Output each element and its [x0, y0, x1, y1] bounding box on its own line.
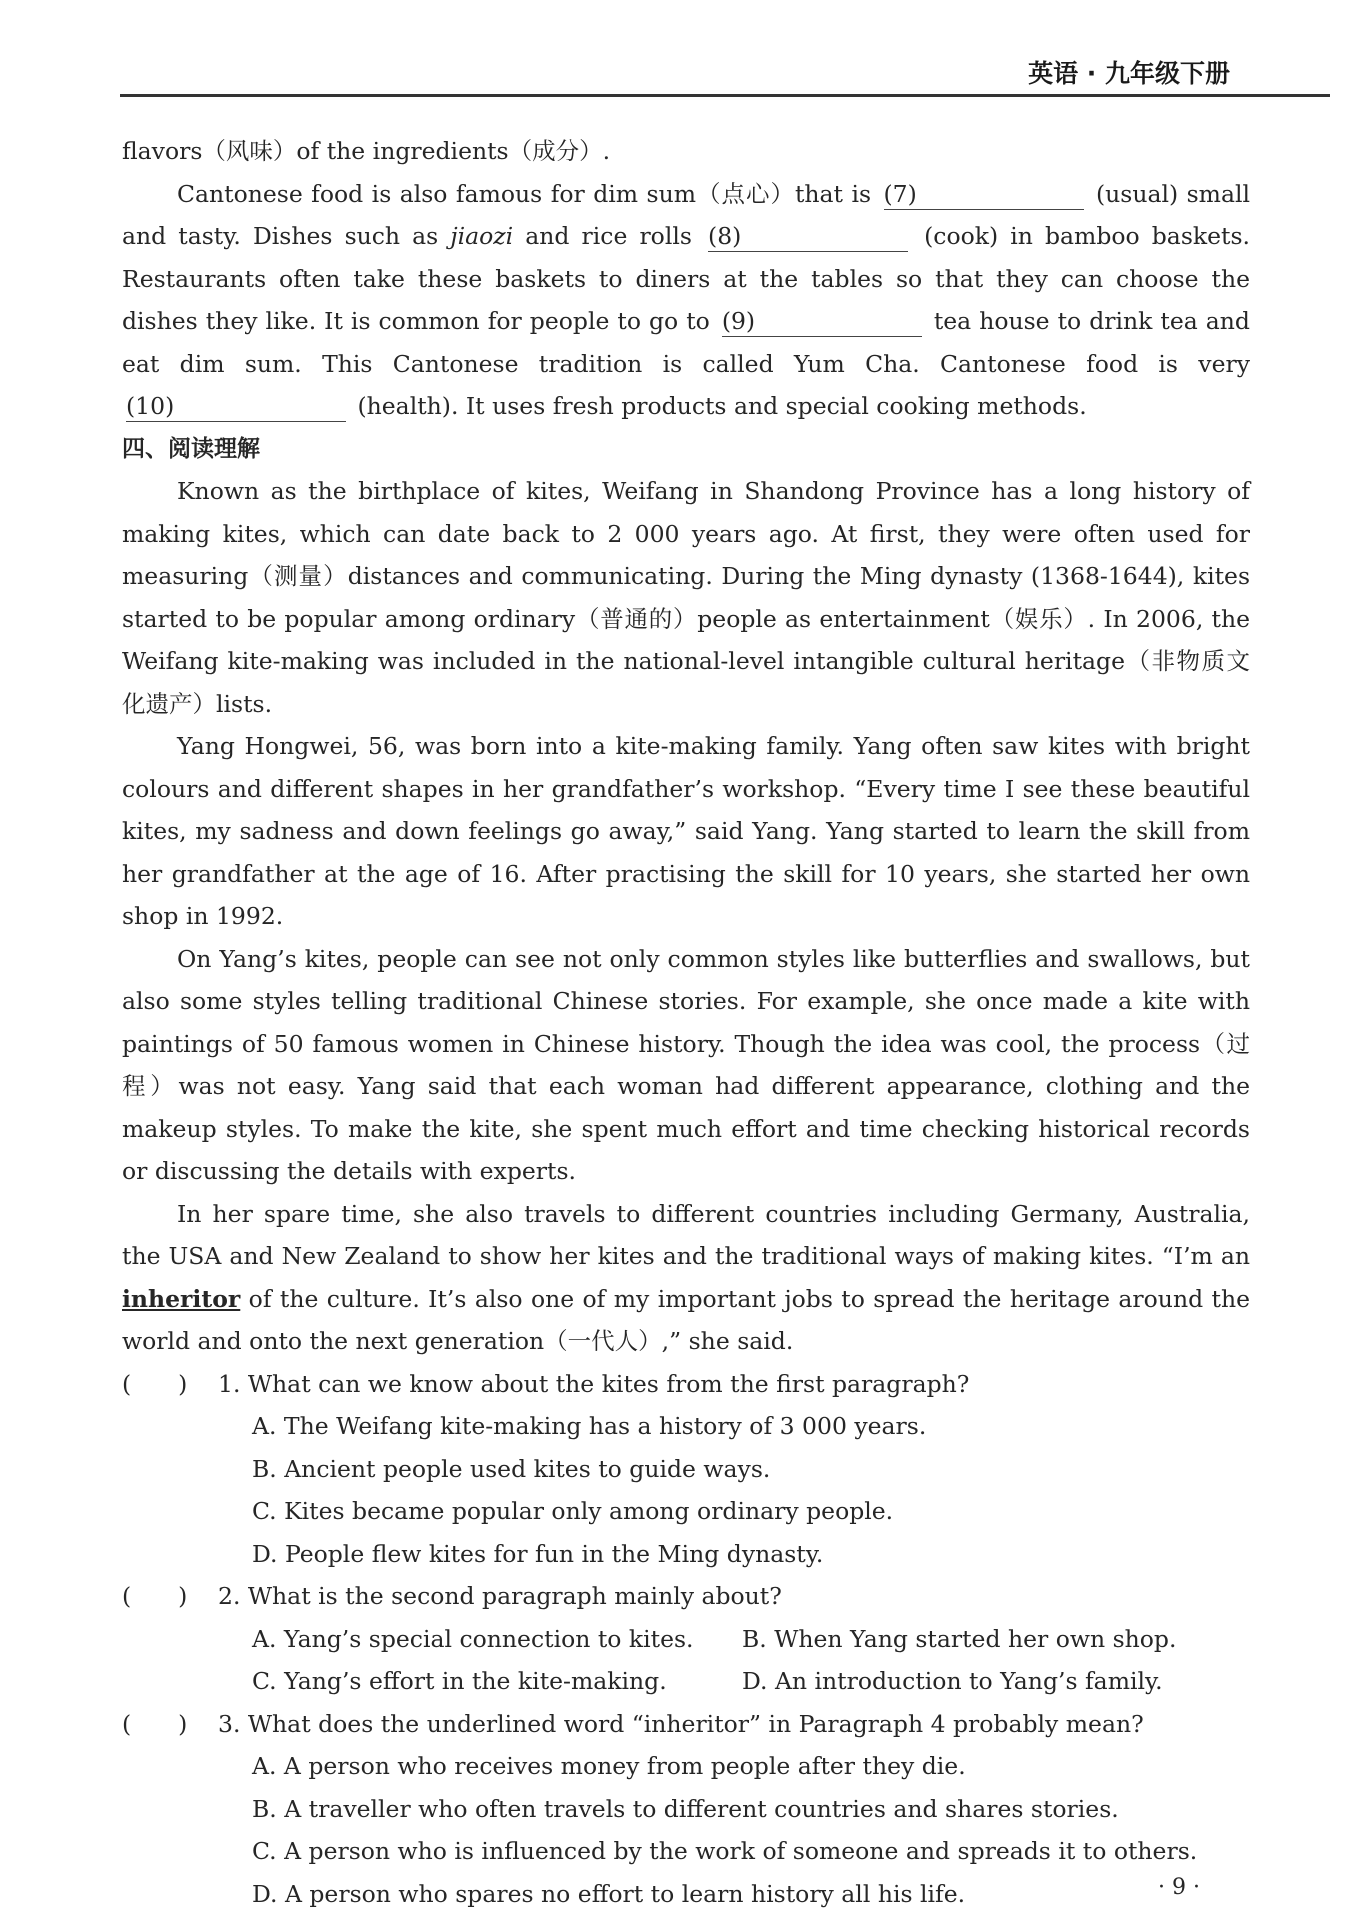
blank-8[interactable]: (8) — [708, 221, 908, 252]
reading-paragraph-1: Known as the birthplace of kites, Weifang in Shandong Province has a long history of making kites, which can date back to 2 000 years ago. At first, they were often used for measuring（测量）distances and communicating. During the Ming dynasty (1368-1644), kites started to be popular among ordinary（普通的）people as entertainment（娱乐）. In 2006, the Weifang kite-making was included in the national-level intangible cultural heritage（非物质文化遗产）lists. — [122, 477, 1250, 718]
passage-text: (health). It uses fresh products and special cooking methods. — [350, 392, 1087, 420]
reading-paragraph-2: Yang Hongwei, 56, was born into a kite-making family. Yang often saw kites with bright colours and different shapes in her grandfather’s workshop. “Every time I see these beautiful kites, my sadness and down feelings go away,” said Yang. Yang started to learn the skill from her grandfather at the age of 16. After practising the skill for 10 years, she started her own shop in 1992. — [122, 732, 1250, 930]
question-2 — [122, 1575, 1250, 1618]
reading-paragraph-3: On Yang’s kites, people can see not only common styles like butterflies and swallows, but also some styles telling traditional Chinese stories. For example, she once made a kite with paintings of 50 famous women in Chinese history. Though the idea was cool, the process（过程）was not easy. Yang said that each woman had different appearance, clothing and the makeup styles. To make the kite, she spent much effort and time checking historical records or discussing the details with experts. — [122, 944, 1250, 1185]
passage-text: tea house to drink tea and eat dim sum. This Cantonese tradition is called Yum Cha. Cantonese food is very — [122, 307, 1250, 378]
passage-continuation: flavors（风味）of the ingredients（成分）. — [122, 137, 611, 165]
page-content — [122, 130, 1250, 1915]
question-3 — [122, 1703, 1250, 1746]
option-b[interactable]: B. Ancient people used kites to guide ways. — [252, 1454, 771, 1483]
passage-text: In her spare time, she also travels to different countries including Germany, Australia, the USA and New Zealand to show her kites and the traditional ways of making kites. “I’m an — [122, 1199, 1250, 1270]
option-b[interactable]: B. A traveller who often travels to different countries and shares stories. — [252, 1794, 1119, 1823]
option-row — [122, 1618, 1250, 1661]
passage-text: (usual) small and tasty. Dishes such as — [122, 179, 1250, 250]
blank-9[interactable]: (9) — [722, 306, 922, 337]
blank-7[interactable]: (7) — [884, 179, 1084, 210]
question-text: 1. What can we know about the kites from the first paragraph? — [218, 1369, 970, 1398]
passage-text: (cook) in bamboo baskets. Restaurants often take these baskets to diners at the tables so that they can choose the dishes they like. It is common for people to go to — [122, 222, 1250, 335]
page-number: · 9 · — [1158, 1875, 1200, 1900]
italic-word: jiaozi — [450, 222, 514, 250]
underlined-word: inheritor — [122, 1284, 241, 1313]
option-c[interactable]: C. Kites became popular only among ordinary people. — [252, 1497, 894, 1525]
answer-bracket[interactable]: ( ) — [122, 1369, 188, 1398]
question-1 — [122, 1363, 1250, 1406]
question-text: 2. What is the second paragraph mainly about? — [218, 1582, 782, 1610]
option-c[interactable]: C. A person who is influenced by the work of someone and spreads it to others. — [252, 1837, 1198, 1865]
option-row — [122, 1660, 1250, 1703]
book-title: 英语 · 九年级下册 — [1028, 59, 1230, 88]
option-d[interactable]: D. People flew kites for fun in the Ming dynasty. — [252, 1539, 824, 1568]
passage-text: and rice rolls — [513, 222, 705, 250]
option-b[interactable]: B. When Yang started her own shop. — [742, 1624, 1177, 1653]
answer-bracket[interactable]: ( ) — [122, 1582, 188, 1610]
section-heading: 四、阅读理解 — [122, 435, 260, 462]
passage-text: Cantonese food is also famous for dim sum（点心）that is — [177, 179, 880, 208]
option-d[interactable]: D. An introduction to Yang’s family. — [742, 1667, 1163, 1695]
fill-blank-paragraph — [122, 173, 1250, 428]
option-a[interactable]: A. A person who receives money from people after they die. — [252, 1752, 966, 1780]
blank-10[interactable]: (10) — [126, 391, 346, 422]
reading-paragraph-4 — [122, 1193, 1250, 1363]
answer-bracket[interactable]: ( ) — [122, 1709, 188, 1738]
option-d[interactable]: D. A person who spares no effort to learn history all his life. — [252, 1879, 966, 1908]
question-text: 3. What does the underlined word “inheritor” in Paragraph 4 probably mean? — [218, 1709, 1144, 1738]
option-a[interactable]: A. The Weifang kite-making has a history of 3 000 years. — [252, 1412, 927, 1440]
option-a[interactable]: A. Yang’s special connection to kites. — [252, 1624, 694, 1653]
page-header — [120, 44, 1330, 97]
passage-text: of the culture. It’s also one of my important jobs to spread the heritage around the world and onto the next generation（一代人）,” she said. — [122, 1284, 1250, 1355]
option-c[interactable]: C. Yang’s effort in the kite-making. — [252, 1667, 667, 1695]
